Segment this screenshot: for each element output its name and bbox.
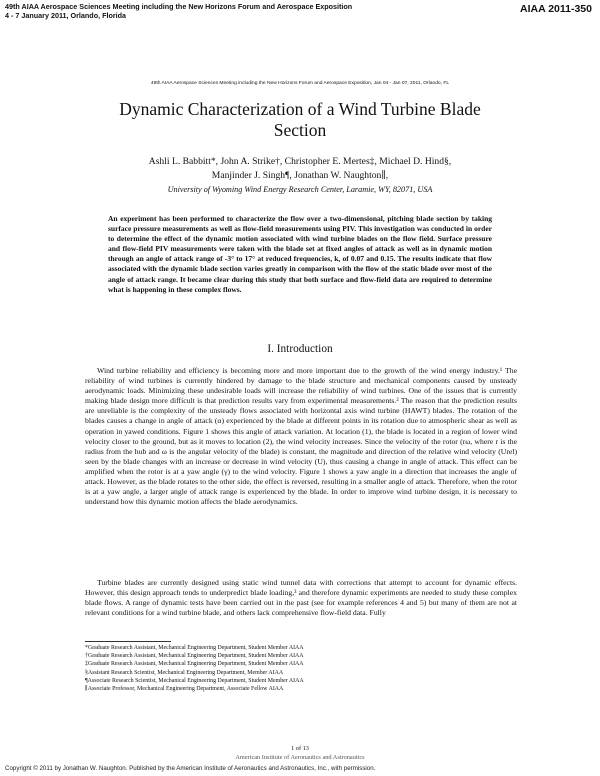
title-line-1: Dynamic Characterization of a Wind Turbine Blade [119, 99, 481, 119]
footnote-item: *Graduate Research Assistant, Mechanical Engineering Department, Student Member AIAA [85, 645, 304, 651]
footnote-item: ‡Graduate Research Assistant, Mechanical Engineering Department, Student Member AIAA [85, 661, 304, 668]
paper-number: AIAA 2011-350 [520, 3, 592, 15]
author-list [40, 155, 560, 182]
footnotes [85, 644, 304, 693]
body-paragraph-1: Wind turbine reliability and efficiency is becoming more and more important due to the growth of the wind energy industry.¹ The reliability of wind turbines is currently hindered by damage to the blade structure and mechanical components caused by unsteady aerodynamic loads. Minimizing these undesirable loads will increase the reliability of wind turbines. One of the issues that is currently making blade design more difficult is that prediction results vary from experimental measurements.² The reason that the prediction results are unreliable is the complexity of the unsteady flows associated with horizontal axis wind turbine (HAWT) blades. The rotation of the blades causes a change in angle of attack (α) experienced by the blade at different points in its rotation due to atmospheric shear as well as operation in yawed conditions. Figure 1 shows this angle of attack variation. At location (1), the blade is located in a region of lower wind velocity closer to the ground, but as it moves to location (2), the wind velocity increases. Since the velocity of the rotor (rω, where r is the radius from the hub and ω is the angular velocity of the blade) is constant, the magnitude and direction of the relative wind velocity (Urel) seen by the blade changes with an increase or decrease in wind velocity (U), thus causing a change in angle of attack. This effect can be amplified when the rotor is at a yaw angle (γ) to the wind velocity. Figure 1 shows a yaw angle in a direction that increases the angle of attack. However, as the blade rotates to the other side, the effect is reversed, resulting in a smaller angle of attack. Therefore, when the rotor is at a yaw angle, a larger angle of attack range is experienced by the blade. In order to improve wind turbine design, it is necessary to understand how this dynamic motion affects the blade aerodynamics. [85, 366, 517, 507]
conference-line-2: 4 - 7 January 2011, Orlando, Florida [5, 10, 127, 20]
affiliation: University of Wyoming Wind Energy Research Center, Laramie, WY, 82071, USA [167, 185, 433, 194]
abstract: An experiment has been performed to characterize the flow over a two-dimensional, pitching blade section by taking surface pressure measurements as well as flow-field measurements using PIV. This investigation was conducted in order to determine the effect of the dynamic motion associated with wind turbine blades on the flow field. Surface pressure and flow-field PIV measurements were taken with the blade set at fixed angles of attack as well as in dynamic motion through an angle of attack range of -3° to 17° at reduced frequencies, k, of 0.07 and 0.15. The results indicate that flow associated with the dynamic blade section varies greatly in comparison with the flow of the static blade over most of the angle of attack range. It became clear during this study that both surface and flow-field data are required to determine what is happening in these complex flows. [108, 214, 492, 294]
publisher-line: American Institute of Aeronautics and Astronautics [235, 754, 365, 761]
conference-header [5, 3, 352, 20]
running-head: 49th AIAA Aerospace Sciences Meeting including the New Horizons Forum and Aerospace Exposition, Jan 04 - Jan 07, 2011, Orlando, FL [150, 81, 450, 86]
body-paragraph-2: Turbine blades are currently designed using static wind tunnel data with corrections that attempt to account for dynamic effects. However, this design approach tends to underpredict blade loading,³ and therefore dynamic experiments are needed to study these complex blade flows. A range of dynamic tests have been carried out in the past (see for example references 4 and 5) but many of them are not at relevant conditions for a wind turbine blade, and others lack comprehensive flow-field data. Fully [85, 578, 517, 618]
footnote-item: ¶Associate Research Scientist, Mechanical Engineering Department, Student Member AIAA [85, 677, 304, 684]
authors-line-2: Manjinder J. Singh¶, Jonathan W. Naughton∥, [211, 169, 389, 181]
paper-title [40, 99, 560, 141]
page-number: 1 of 13 [291, 745, 309, 752]
footnote-rule [85, 641, 171, 642]
section-heading: I. Introduction [267, 343, 333, 355]
title-line-2: Section [273, 120, 327, 140]
footnote-item: §Assistant Research Scientist, Mechanical Engineering Department, Member AIAA [85, 669, 284, 676]
authors-line-1: Ashli L. Babbitt*, John A. Strike†, Christopher E. Mertes‡, Michael D. Hind§, [148, 156, 452, 167]
copyright-notice: Copyright © 2011 by Jonathan W. Naughton. Published by the American Institute of Aeronautics and Astronautics, Inc., with permission. [5, 765, 376, 772]
footnote-item: ∥Associate Professor, Mechanical Engineering Department, Associate Fellow AIAA [85, 686, 284, 693]
conference-line-1: 49th AIAA Aerospace Sciences Meeting including the New Horizons Forum and Aerospace Exposition [5, 2, 353, 11]
footnote-item: †Graduate Research Assistant, Mechanical Engineering Department, Student Member AIAA [85, 653, 304, 660]
